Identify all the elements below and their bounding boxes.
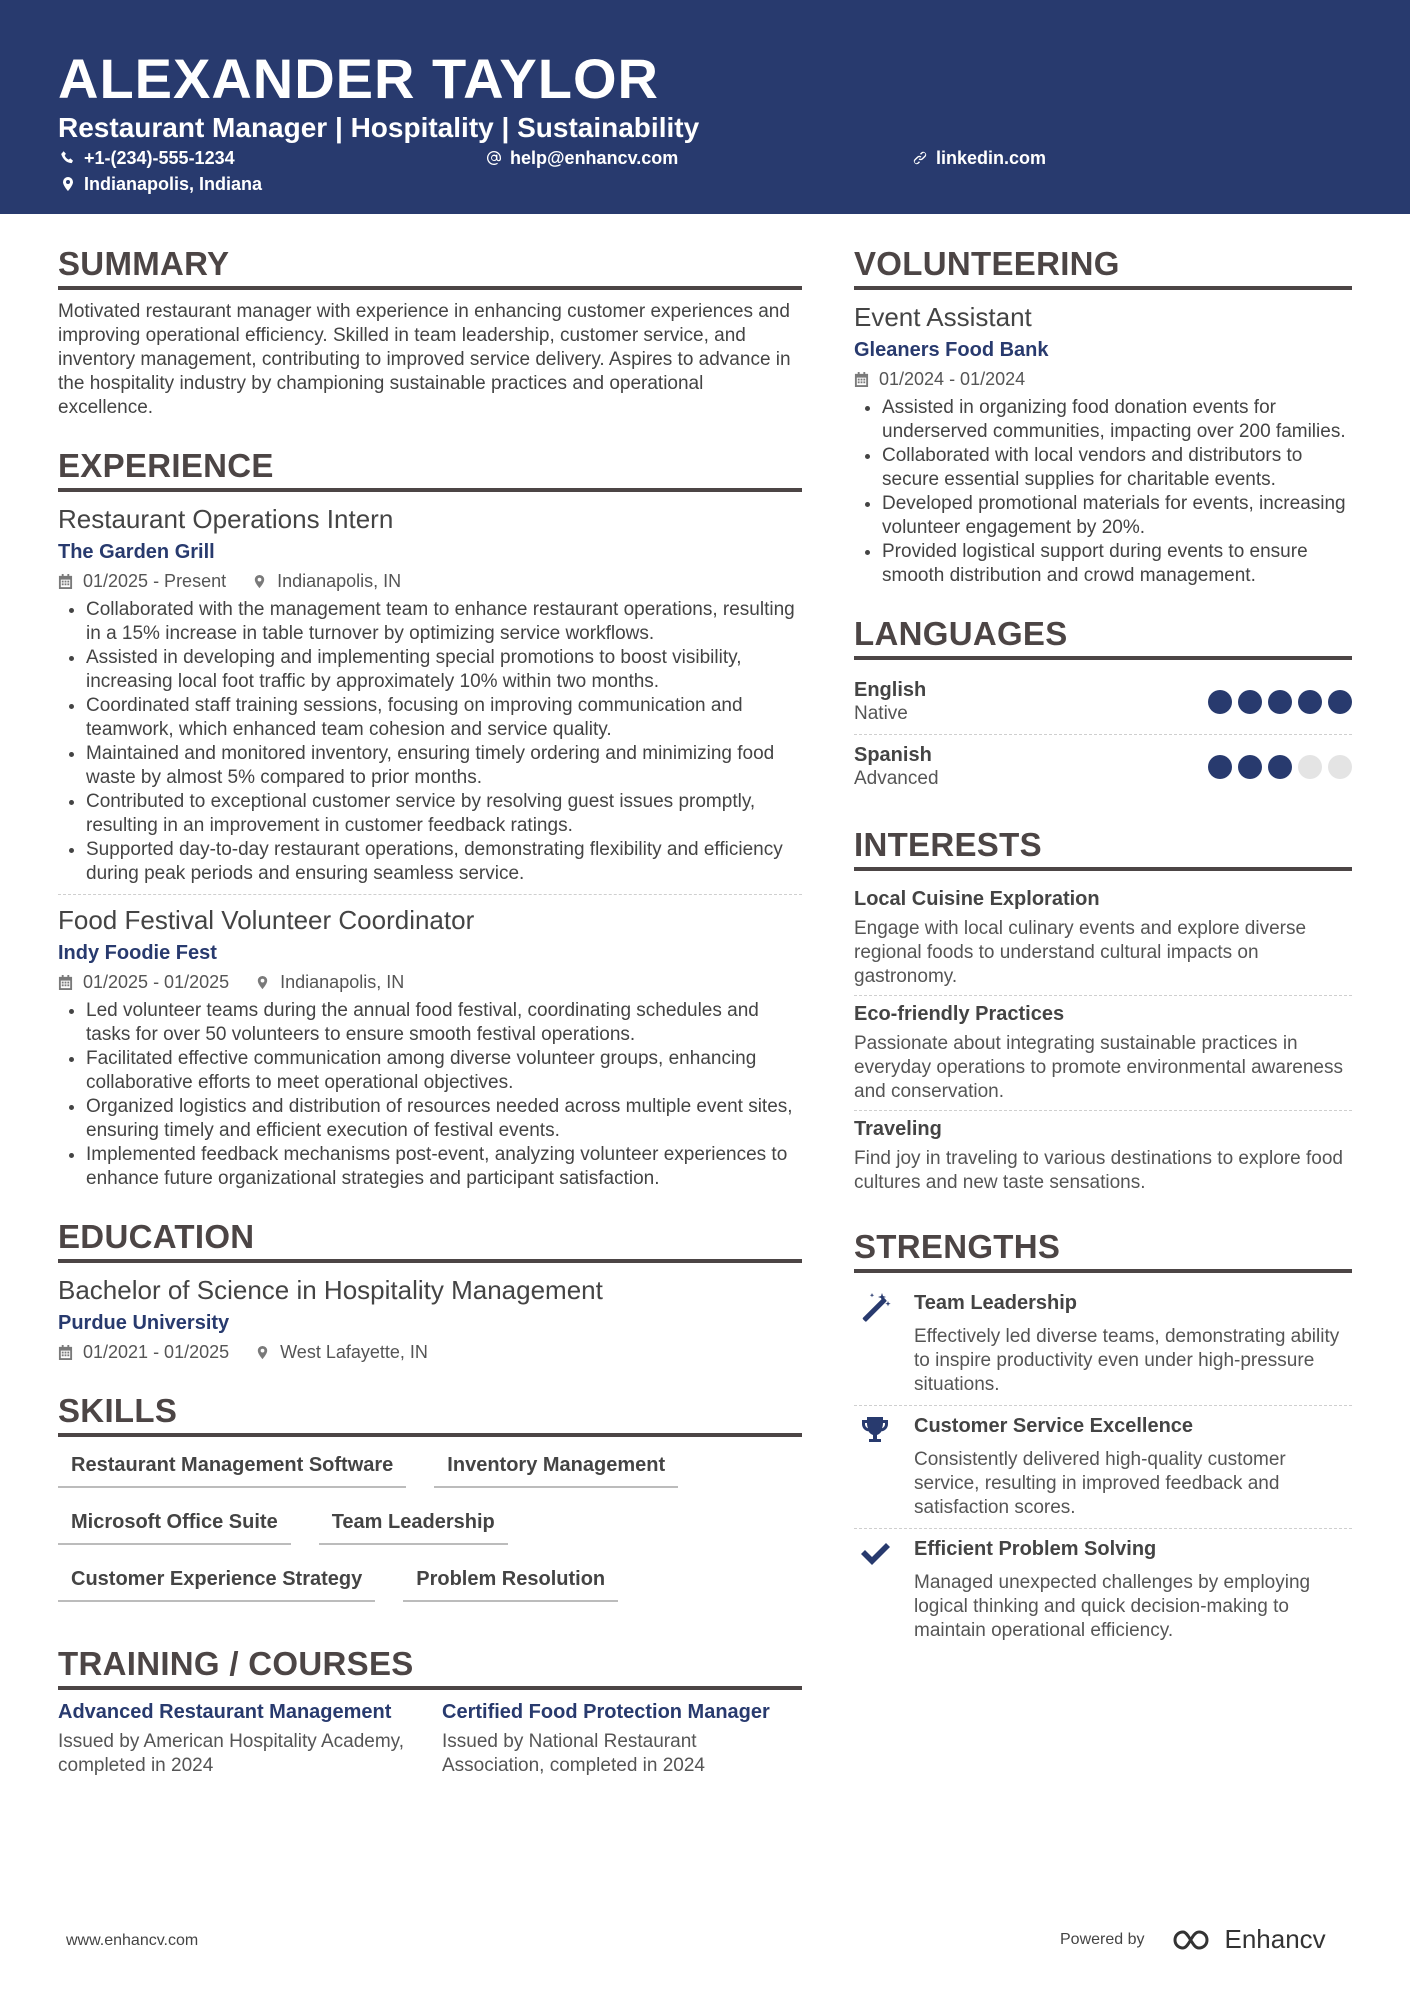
training-desc: Issued by American Hospitality Academy, completed in 2024 [58, 1731, 405, 1776]
degree-title: Bachelor of Science in Hospitality Management [58, 1275, 603, 1305]
strength-desc: Effectively led diverse teams, demonstrating ability to inspire productivity even under high-pressure situations. [914, 1326, 1340, 1395]
interest-desc: Passionate about integrating sustainable practices in everyday operations to promote environmental awareness and conservation. [854, 1033, 1343, 1102]
strength-item [854, 1283, 1352, 1406]
education-heading: EDUCATION [58, 1217, 802, 1263]
footer-website[interactable]: www.enhancv.com [66, 1932, 199, 1949]
rating-dot-filled [1298, 690, 1322, 714]
school-name: Purdue University [58, 1312, 230, 1334]
job-dates [58, 568, 226, 594]
bullet-item: Collaborated with local vendors and distributors to secure essential supplies for charitable events. [882, 444, 1352, 492]
languages-section [854, 614, 1352, 799]
skills-list [58, 1447, 802, 1618]
interest-title: Eco-friendly Practices [854, 1003, 1065, 1025]
volunteer-dates [854, 366, 1025, 392]
education-dates-text: 01/2021 - 01/2025 [83, 1342, 230, 1362]
training-title: Advanced Restaurant Management [58, 1701, 392, 1723]
bullet-item: Organized logistics and distribution of resources needed across multiple event sites, ensuring timely and efficient execution of festival events. [86, 1095, 802, 1143]
skills-section [58, 1391, 802, 1618]
language-item [854, 670, 1352, 735]
strength-title: Customer Service Excellence [914, 1415, 1194, 1437]
experience-heading: EXPERIENCE [58, 446, 802, 492]
interest-item [854, 996, 1352, 1111]
bullet-item: Maintained and monitored inventory, ensuring timely ordering and minimizing food waste by almost 5% compared to prior months. [86, 742, 802, 790]
volunteer-bullets [854, 396, 1352, 588]
company-name: The Garden Grill [58, 541, 215, 563]
education-location-text: West Lafayette, IN [280, 1342, 428, 1362]
training-title: Certified Food Protection Manager [442, 1701, 770, 1723]
left-column [58, 244, 802, 1804]
training-item [442, 1700, 802, 1778]
education-meta [58, 1339, 802, 1365]
contact-location [60, 172, 262, 196]
rating-dot-filled [1238, 690, 1262, 714]
job-dates [58, 969, 229, 995]
interest-title: Traveling [854, 1118, 942, 1140]
volunteering-heading: VOLUNTEERING [854, 244, 1352, 290]
job-bullets [58, 999, 802, 1191]
summary-section [58, 244, 802, 420]
rating-dot-filled [1238, 755, 1262, 779]
strength-item [854, 1406, 1352, 1529]
rating-dot-filled [1208, 690, 1232, 714]
job-meta [58, 969, 802, 995]
job-location-text: Indianapolis, IN [280, 972, 405, 992]
volunteer-role: Event Assistant [854, 302, 1032, 332]
education-section [58, 1217, 802, 1365]
volunteering-section [854, 244, 1352, 588]
interests-heading: INTERESTS [854, 825, 1352, 871]
experience-section [58, 446, 802, 1191]
volunteer-dates-text: 01/2024 - 01/2024 [879, 369, 1026, 389]
job-meta [58, 568, 802, 594]
job-bullets [58, 598, 802, 886]
enhancv-logo[interactable] [1171, 1924, 1326, 1955]
entry-divider [58, 894, 802, 895]
contact-linkedin[interactable] [912, 146, 1046, 170]
candidate-tagline: Restaurant Manager | Hospitality | Sustainability [58, 112, 700, 143]
location-pin-icon [255, 975, 270, 990]
location-text: Indianapolis, Indiana [84, 174, 263, 194]
phone-icon [60, 150, 76, 166]
bullet-item: Facilitated effective communication among diverse volunteer groups, enhancing collaborative efforts to meet operational objectives. [86, 1047, 802, 1095]
rating-dot-empty [1328, 755, 1352, 779]
volunteer-meta [854, 366, 1352, 392]
rating-dot-filled [1208, 755, 1232, 779]
language-level: Native [854, 703, 908, 724]
job-location [252, 568, 401, 594]
language-name: English [854, 679, 927, 701]
calendar-icon [58, 574, 73, 589]
skill-tag: Team Leadership [319, 1504, 508, 1545]
experience-entry [58, 903, 802, 1191]
calendar-icon [58, 1345, 73, 1360]
bullet-item: Contributed to exceptional customer service by resolving guest issues promptly, resulting in an improvement in customer feedback ratings. [86, 790, 802, 838]
checkmark-icon [858, 1537, 892, 1571]
job-dates-text: 01/2025 - 01/2025 [83, 972, 230, 992]
language-level: Advanced [854, 768, 939, 789]
job-dates-text: 01/2025 - Present [83, 571, 227, 591]
location-pin-icon [252, 574, 267, 589]
interest-desc: Find joy in traveling to various destinations to explore food cultures and new taste sensations. [854, 1148, 1343, 1193]
bullet-item: Provided logistical support during events to ensure smooth distribution and crowd management. [882, 540, 1352, 588]
rating-dot-filled [1268, 690, 1292, 714]
calendar-icon [854, 372, 869, 387]
strength-title: Team Leadership [914, 1292, 1078, 1314]
training-desc: Issued by National Restaurant Association, completed in 2024 [442, 1731, 705, 1776]
education-location [255, 1339, 428, 1365]
contact-phone [60, 146, 235, 170]
bullet-item: Developed promotional materials for events, increasing volunteer engagement by 20%. [882, 492, 1352, 540]
training-list [58, 1700, 802, 1778]
training-heading: TRAINING / COURSES [58, 1644, 802, 1690]
link-icon [912, 150, 928, 166]
right-column [854, 244, 1352, 1677]
summary-heading: SUMMARY [58, 244, 802, 290]
resume-header [0, 0, 1410, 214]
bullet-item: Led volunteer teams during the annual food festival, coordinating schedules and tasks for over 50 volunteers to ensure smooth festival operations. [86, 999, 802, 1047]
strength-desc: Managed unexpected challenges by employing logical thinking and quick decision-making to maintain operational efficiency. [914, 1572, 1311, 1641]
rating-dot-empty [1298, 755, 1322, 779]
at-icon [486, 150, 502, 166]
skill-tag: Restaurant Management Software [58, 1447, 406, 1488]
brand-name: Enhancv [1224, 1924, 1326, 1954]
experience-entry [58, 502, 802, 886]
language-rating [1202, 755, 1352, 779]
skill-tag: Microsoft Office Suite [58, 1504, 291, 1545]
bullet-item: Supported day-to-day restaurant operations, demonstrating flexibility and efficiency during peak periods and ensuring seamless service. [86, 838, 802, 886]
powered-by-label: Powered by [1060, 1930, 1145, 1948]
bullet-item: Implemented feedback mechanisms post-event, analyzing volunteer experiences to enhance future organizational strategies and participant satisfaction. [86, 1143, 802, 1191]
education-dates [58, 1339, 229, 1365]
rating-dot-filled [1328, 690, 1352, 714]
strengths-heading: STRENGTHS [854, 1227, 1352, 1273]
strength-title: Efficient Problem Solving [914, 1538, 1157, 1560]
linkedin-text: linkedin.com [936, 148, 1047, 168]
phone-text: +1-(234)-555-1234 [84, 148, 235, 168]
languages-heading: LANGUAGES [854, 614, 1352, 660]
training-section [58, 1644, 802, 1778]
bullet-item: Assisted in developing and implementing special promotions to boost visibility, increasing local foot traffic by approximately 10% within two months. [86, 646, 802, 694]
enhancv-logo-icon [1171, 1926, 1217, 1954]
strengths-section [854, 1227, 1352, 1651]
candidate-name: ALEXANDER TAYLOR [58, 47, 659, 110]
interest-title: Local Cuisine Exploration [854, 888, 1100, 910]
volunteer-org: Gleaners Food Bank [854, 339, 1049, 361]
language-rating [1202, 690, 1352, 714]
email-text: help@enhancv.com [510, 148, 679, 168]
contact-email[interactable] [486, 146, 678, 170]
strength-item [854, 1529, 1352, 1651]
strength-desc: Consistently delivered high-quality customer service, resulting in improved feedback and satisfaction scores. [914, 1449, 1286, 1518]
company-name: Indy Foodie Fest [58, 942, 217, 964]
bullet-item: Collaborated with the management team to enhance restaurant operations, resulting in a 15% increase in table turnover by optimizing service workflows. [86, 598, 802, 646]
skill-tag: Problem Resolution [403, 1561, 618, 1602]
skills-heading: SKILLS [58, 1391, 802, 1437]
trophy-icon [858, 1414, 892, 1448]
language-item [854, 735, 1352, 799]
skill-tag: Customer Experience Strategy [58, 1561, 375, 1602]
interests-section [854, 825, 1352, 1201]
job-title: Food Festival Volunteer Coordinator [58, 905, 475, 935]
language-name: Spanish [854, 744, 932, 766]
job-location [255, 969, 404, 995]
interest-item [854, 1111, 1352, 1201]
interest-item [854, 881, 1352, 996]
interest-desc: Engage with local culinary events and explore diverse regional foods to understand cultural impacts on gastronomy. [854, 918, 1307, 987]
rating-dot-filled [1268, 755, 1292, 779]
magic-wand-icon [858, 1291, 892, 1325]
job-location-text: Indianapolis, IN [277, 571, 402, 591]
location-pin-icon [255, 1345, 270, 1360]
job-title: Restaurant Operations Intern [58, 504, 394, 534]
calendar-icon [58, 975, 73, 990]
location-pin-icon [60, 176, 76, 192]
bullet-item: Assisted in organizing food donation events for underserved communities, impacting over 200 families. [882, 396, 1352, 444]
bullet-item: Coordinated staff training sessions, focusing on improving communication and teamwork, which enhanced team cohesion and service quality. [86, 694, 802, 742]
summary-text: Motivated restaurant manager with experience in enhancing customer experiences and improving operational efficiency. Skilled in team leadership, customer service, and inventory management, contributing to improved service delivery. Aspires to advance in the hospitality industry by championing sustainable practices and operational excellence. [58, 301, 791, 418]
training-item [58, 1700, 418, 1778]
footer-branding [1060, 1924, 1326, 1955]
skill-tag: Inventory Management [434, 1447, 678, 1488]
